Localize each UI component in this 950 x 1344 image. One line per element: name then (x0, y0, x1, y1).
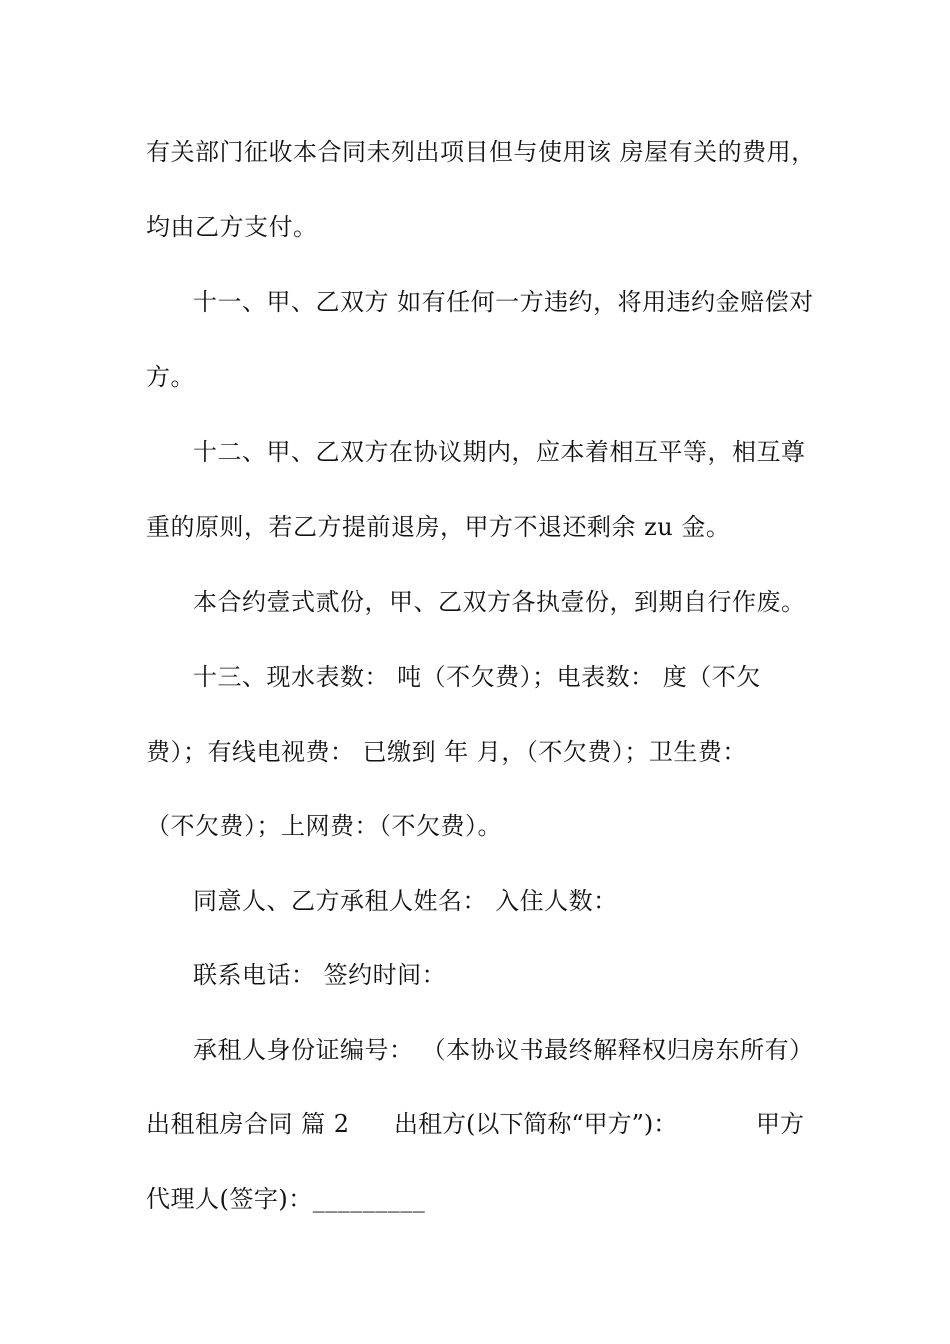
paragraph-line: 重的原则，若乙方提前退房，甲方不退还剩余 zu 金。 (146, 513, 731, 541)
paragraph-line: 十三、现水表数： 吨（不欠费）；电表数： 度（不欠 (193, 663, 761, 691)
section-heading: 出租租房合同 篇 2 (146, 1110, 350, 1138)
paragraph-line: 十二、甲、乙双方在协议期内，应本着相互平等，相互尊 (193, 438, 806, 466)
paragraph-line: 有关部门征收本合同未列出项目但与使用该 房屋有关的费用， (146, 138, 816, 166)
paragraph-line: 均由乙方支付。 (146, 213, 318, 241)
paragraph-line: （不欠费）；上网费：（不欠费）。 (146, 812, 502, 840)
paragraph-line: 承租人身份证编号： （本协议书最终解释权归房东所有） (193, 1036, 814, 1064)
party-a-label: 甲方 (756, 1110, 804, 1138)
paragraph-line: 同意人、乙方承租人姓名： 入住人数： (193, 887, 618, 915)
paragraph-line: 费）；有线电视费： 已缴到 年 月，（不欠费）；卫生费： (146, 738, 747, 766)
paragraph-line: 方。 (146, 363, 195, 391)
paragraph-line: 十一、甲、乙双方 如有任何一方违约，将用违约金赔偿对 (193, 288, 814, 316)
paragraph-line: 本合约壹式贰份，甲、乙双方各执壹份，到期自行作废。 (193, 588, 806, 616)
paragraph-line: 联系电话： 签约时间： (193, 961, 447, 989)
agent-signature-line: 代理人(签字)：_________ (146, 1185, 426, 1213)
lessor-label: 出租方(以下简称“甲方”)： (394, 1110, 678, 1138)
